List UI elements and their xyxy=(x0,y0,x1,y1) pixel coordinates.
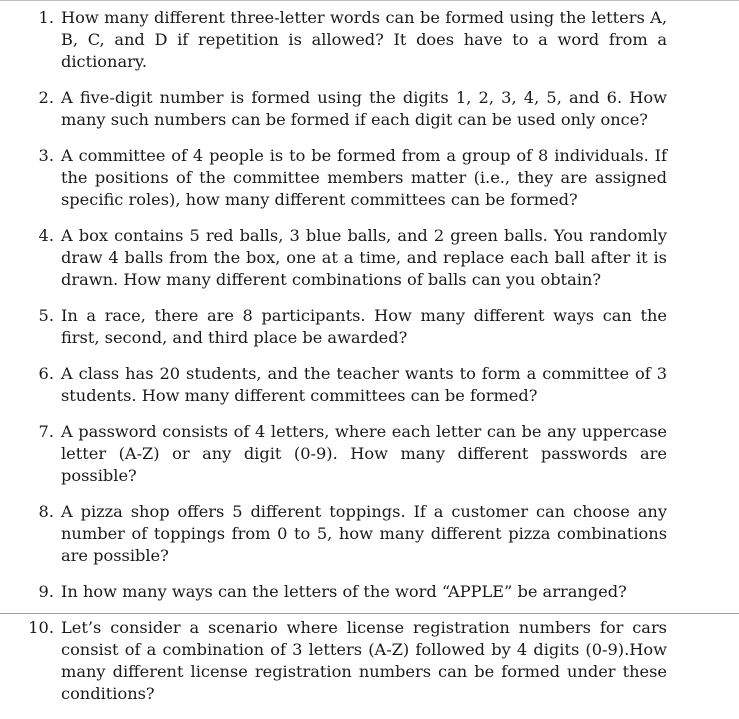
question-item-7 xyxy=(0,421,739,487)
question-item-9 xyxy=(0,581,739,603)
question-item-5 xyxy=(0,305,739,349)
question-item-3 xyxy=(0,145,739,211)
question-item-1 xyxy=(0,7,739,73)
question-number: 7. xyxy=(38,422,54,441)
question-item-8 xyxy=(0,501,739,567)
question-text: A pizza shop offers 5 different toppings. If a customer can choose any number of toppings from 0 to 5, how many different pizza combinations are possible? xyxy=(61,502,667,565)
question-number: 8. xyxy=(38,502,54,521)
question-text: A password consists of 4 letters, where each letter can be any uppercase letter (A-Z) or any digit (0-9). How many different passwords are possible? xyxy=(61,422,667,485)
question-item-4 xyxy=(0,225,739,291)
question-number: 3. xyxy=(38,146,54,165)
top-divider xyxy=(0,0,739,1)
question-text: How many different three-letter words can be formed using the letters A, B, C, and D if repetition is allowed? It does have to a word from a dictionary. xyxy=(61,8,667,71)
question-number: 1. xyxy=(38,8,54,27)
question-item-10 xyxy=(0,617,739,705)
question-text: A class has 20 students, and the teacher wants to form a committee of 3 students. How many different committees can be formed? xyxy=(61,364,667,405)
question-text: A five-digit number is formed using the digits 1, 2, 3, 4, 5, and 6. How many such numbers can be formed if each digit can be used only once? xyxy=(61,88,667,129)
question-number: 5. xyxy=(38,306,54,325)
question-text: In how many ways can the letters of the word “APPLE” be arranged? xyxy=(61,582,627,601)
question-text: In a race, there are 8 participants. How many different ways can the first, second, and third place be awarded? xyxy=(61,306,667,347)
bottom-divider xyxy=(0,613,739,614)
question-number: 2. xyxy=(38,88,54,107)
question-item-2 xyxy=(0,87,739,131)
question-item-6 xyxy=(0,363,739,407)
question-number: 6. xyxy=(38,364,54,383)
question-number: 4. xyxy=(38,226,54,245)
question-text: A box contains 5 red balls, 3 blue balls, and 2 green balls. You randomly draw 4 balls from the box, one at a time, and replace each ball after it is drawn. How many different combinations of balls can you obtain? xyxy=(61,226,667,289)
question-number: 9. xyxy=(38,582,54,601)
question-text: Let’s consider a scenario where license registration numbers for cars consist of a combination of 3 letters (A-Z) followed by 4 digits (0-9).How many different license registration numbers can be formed under these conditions? xyxy=(61,618,667,703)
question-text: A committee of 4 people is to be formed from a group of 8 individuals. If the positions of the committee members matter (i.e., they are assigned specific roles), how many different committees can be formed? xyxy=(61,146,667,209)
question-number: 10. xyxy=(28,618,54,637)
